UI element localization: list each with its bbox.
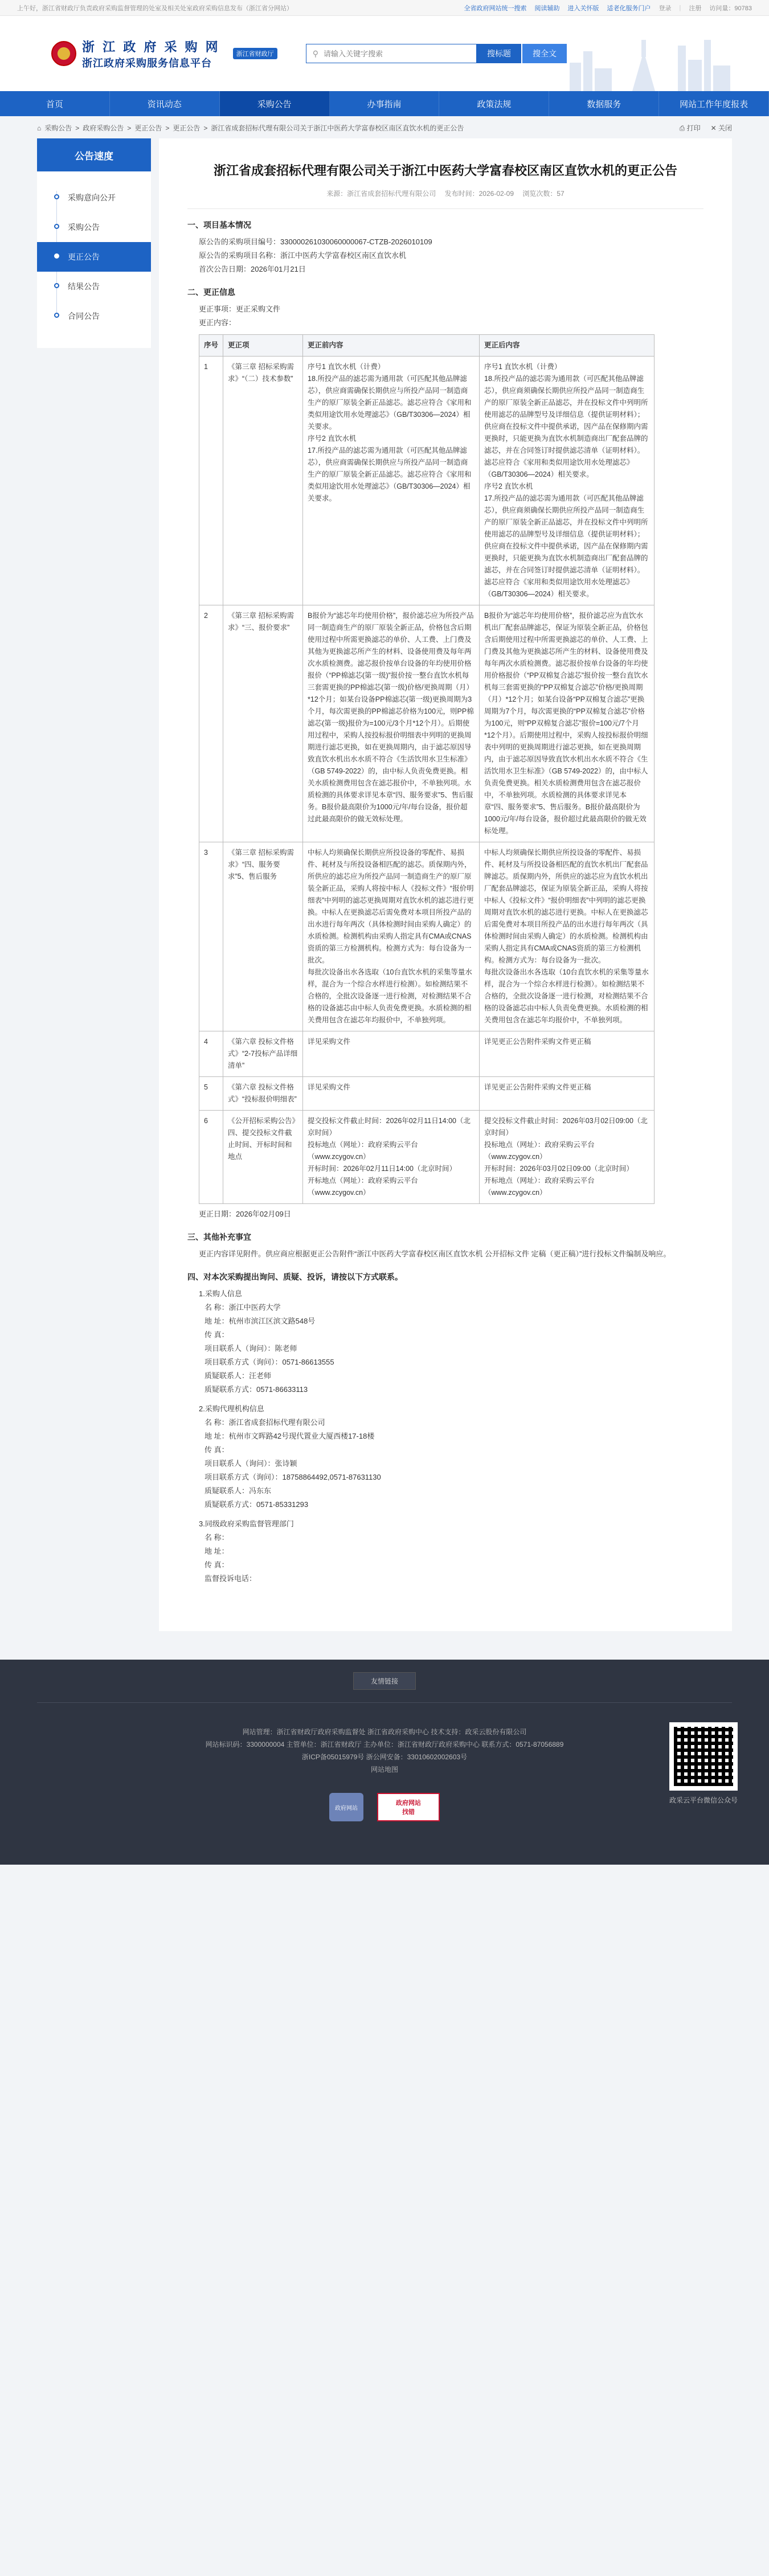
row-number: 5	[199, 1077, 223, 1111]
nav-policy[interactable]: 政策法规	[439, 91, 549, 116]
search-icon: ⚲	[312, 48, 318, 58]
article-views: 浏览次数：57	[522, 190, 565, 198]
home-icon: ⌂	[37, 124, 42, 132]
nav-home[interactable]: 首页	[0, 91, 110, 116]
breadcrumb-separator: >	[203, 124, 208, 132]
row-number: 1	[199, 357, 223, 605]
search-bar	[300, 44, 567, 63]
sidebar-item-result[interactable]	[52, 272, 151, 301]
project-number: 原公告的采购项目编号：330000261030060000067-CTZB-2026010109	[199, 237, 432, 246]
section-correction-info	[187, 286, 703, 1221]
top-bar	[0, 0, 769, 16]
row-after: 详见更正公告附件采购文件更正稿	[480, 1077, 655, 1111]
contact-line: 项目联系方式（询问）：0571-86613555	[204, 1358, 334, 1366]
breadcrumb-separator: >	[75, 124, 80, 132]
section-basic-info	[187, 219, 703, 276]
contact-line: 传 真：	[204, 1445, 229, 1454]
row-after: 中标人均须确保长期供应所投设备的零配件、易损件、耗材及与所投设备相匹配的直饮水机出厂配套品牌滤芯。质保期内外，所供应的滤芯应为直饮水机出厂配套品牌滤芯，保证为原装全新正品，采购人将按中标人《投标文件》“报价明细表”中列明的滤芯更换周期对直饮水机的滤芯进行更换。中标人在更换滤芯后需免费对本项目所投产品的出水进行每年两次（具体检测时间由采购人确定）的水质检测。检测机构由采购人指定具有CMA或CNAS资质的第三方检测机构。检测方式为：每台设备为一批次。 每批次设备出水各选取（10台直饮水机的采集等量水样，混合为一个综合水样进行检测）。如检测结果不合格的，全批次设备逐一进行检测，对检测结果不合格的设备滤芯由中标人负责免费更换。水质检测的相关费用包含在滤芯年均报价中，不单独列项。	[480, 842, 655, 1031]
supplementary-text: 更正内容详见附件。供应商应根据更正公告附件“浙江中医药大学富春校区南区直饮水机 公开招标文件 定稿（更正稿）”进行投标文件编制及响应。	[199, 1250, 671, 1258]
article	[159, 138, 732, 1631]
row-number: 3	[199, 842, 223, 1031]
row-before: 提交投标文件截止时间：2026年02月11日14:00（北京时间） 投标地点（网址）：政府采购云平台（www.zcygov.cn） 开标时间：2026年02月11日14:00（北京时间） 开标地点（网址）：政府采购云平台（www.zcygov.cn）	[303, 1111, 480, 1204]
row-number: 4	[199, 1031, 223, 1077]
row-item: 《第六章 投标文件格式》“投标报价明细表”	[223, 1077, 303, 1111]
supervisor-info	[187, 1531, 703, 1586]
section-heading: 一、项目基本情况	[187, 220, 251, 230]
row-after: 序号1 直饮水机（计费） 18.所投产品的滤芯需为通用款（可匹配其他品牌滤芯），供应商须确保长期供应所投产品同一制造商生产的原厂原装全新正品滤芯，并在投标文件中列明所使用滤芯的品牌型号及详细信息（提供证明材料）；供应商在投标文件中提供承诺，因产品在保修期内需更换时，只能更换为直饮水机制造商出厂配套品牌的滤芯，并在合同签订时提供滤芯清单（证明材料）。滤芯应符合《家用和类似用途饮用水处理滤芯》（GB/T30306—2024）相关要求。 序号2 直饮水机 17.所投产品的滤芯需为通用款（可匹配其他品牌滤芯），供应商须确保长期供应所投产品同一制造商生产的原厂原装全新正品滤芯，并在投标文件中列明所使用滤芯的品牌型号及详细信息（提供证明材料）；供应商在投标文件中提供承诺，因产品在保修期内需更换时，只能更换为直饮水机制造商出厂配套品牌的滤芯，并在合同签订时提供滤芯清单（证明材料）。滤芯应符合《家用和类似用途饮用水处理滤芯》（GB/T30306—2024）相关要求。	[480, 357, 655, 605]
column-header: 更正项	[223, 335, 303, 357]
table-row	[199, 357, 655, 605]
section-supplementary	[187, 1231, 703, 1261]
site-title: 浙 江 政 府 采 购 网	[82, 39, 220, 54]
article-source: 来源：浙江省成套招标代理有限公司	[326, 190, 436, 198]
table-row	[199, 842, 655, 1031]
row-after: B报价为“滤芯年均使用价格”，报价滤芯应为直饮水机出厂配套品牌滤芯，保证为原装全新正品，价格包含后期使用过程中所需更换滤芯的单价、人工费、上门费及其他为更换滤芯所产生的材料、设备使用费及每年两次水质检测费。滤芯报价按单台设备的年均使用价格报价（“PP双棉复合滤芯”报价按一整台直饮水机每三套需更换的“PP双棉复合滤芯”价格/更换周期（月）*12个月；如某台设备“PP双棉复合滤芯”更换周期为7个月，每次需更换的“PP双棉复合滤芯”价格为100元，则“PP双棉复合滤芯”报价=100元/7个月*12个月）。后期使用过程中，采购人按投标报价明细表中列明的更换周期进行滤芯更换，如在更换周期内，由于滤芯原因导致直饮水机出水水质不符合《生活饮用水卫生标准》（GB 5749-2022）的，由中标人负责免费更换。相关水质检测费用包含在滤芯报价中，不单独列项。水质检测的具体要求详见本章“四、服务要求”5、售后服务。B报价最高限价为1000元/年/每台设备，报价超过此最高限价的做无效标处理。	[480, 605, 655, 842]
contact-line: 项目联系人（询问）：陈老师	[204, 1344, 297, 1353]
footer-line[interactable]: 浙ICP备05015979号 浙公网安备：33010602002603号	[301, 1753, 468, 1761]
footer-line: 网站管理：浙江省财政厅政府采购监督处 浙江省政府采购中心 技术支持：政采云股份有限公司	[242, 1728, 527, 1736]
sidebar-item-label: 采购意向公开	[68, 193, 116, 202]
top-links	[464, 3, 752, 13]
qr-caption: 政采云平台微信公众号	[669, 1796, 738, 1804]
row-after: 提交投标文件截止时间：2026年03月02日09:00（北京时间） 投标地点（网址）：政府采购云平台（www.zcygov.cn） 开标时间：2026年03月02日09:00（北京时间） 开标地点（网址）：政府采购云平台（www.zcygov.cn）	[480, 1111, 655, 1204]
sidebar-item-correction[interactable]	[37, 242, 151, 272]
contact-line: 质疑联系方式：0571-86633113	[204, 1385, 308, 1394]
contact-line: 名 称：	[204, 1533, 229, 1542]
site-error-report-badge[interactable]	[377, 1793, 440, 1821]
table-row	[199, 1077, 655, 1111]
error-badge-label: 政府网站	[396, 1800, 421, 1807]
agency-info	[187, 1416, 703, 1512]
site-subtitle: 浙江政府采购服务信息平台	[82, 57, 212, 69]
sidebar-item-label: 合同公告	[68, 312, 100, 321]
contact-line: 项目联系人（询问）：张诗颖	[204, 1459, 297, 1468]
register-link[interactable]: 注册	[689, 5, 702, 12]
article-meta	[187, 189, 703, 209]
site-header	[0, 16, 769, 91]
sidebar-item-label: 结果公告	[68, 282, 100, 291]
wechat-qr	[666, 1722, 741, 1805]
contact-line: 名 称：浙江中医药大学	[204, 1303, 281, 1312]
error-badge-label: 找错	[402, 1809, 415, 1816]
project-name: 原公告的采购项目名称：浙江中医药大学富春校区南区直饮水机	[199, 251, 407, 260]
divider: |	[679, 4, 681, 11]
sidebar-item-label: 更正公告	[68, 252, 100, 261]
main-area	[37, 138, 732, 1631]
row-item: 《第三章 招标采购需求》“四、服务要求”5、售后服务	[223, 842, 303, 1031]
nav-annual-report[interactable]: 网站工作年度报表	[659, 91, 769, 116]
login-link[interactable]: 登录	[658, 5, 672, 12]
section-heading: 二、更正信息	[187, 288, 235, 297]
sidebar-list	[37, 171, 151, 348]
breadcrumb-current: 浙江省成套招标代理有限公司关于浙江中医药大学富春校区南区直饮水机的更正公告	[211, 124, 464, 132]
sidebar-item-label: 采购公告	[68, 223, 100, 232]
friend-links-button[interactable]: 友情链接	[353, 1672, 416, 1690]
purchaser-info	[187, 1301, 703, 1396]
main-nav	[0, 91, 769, 116]
search-fulltext-button[interactable]: 搜全文	[522, 44, 567, 63]
contact-line: 地 址：杭州市文晖路42号现代置业大厦西楼17-18楼	[204, 1432, 375, 1440]
sidebar-item-contract[interactable]	[52, 301, 151, 331]
timeline-dot-icon	[54, 253, 59, 259]
column-header: 序号	[199, 335, 223, 357]
elderly-service-link[interactable]: 适老化服务门户	[607, 5, 651, 12]
article-title: 浙江省成套招标代理有限公司关于浙江中医药大学富春校区南区直饮水机的更正公告	[213, 163, 677, 178]
contact-line: 地 址：杭州市滨江区滨文路548号	[204, 1317, 316, 1325]
printer-icon: ⎙	[679, 124, 685, 132]
sidebar-item-intent[interactable]	[52, 183, 151, 212]
nav-procurement-notice[interactable]: 采购公告	[220, 91, 330, 116]
search-input[interactable]	[306, 44, 477, 63]
row-before: 详见采购文件	[303, 1031, 480, 1077]
timeline-dot-icon	[54, 313, 59, 318]
friend-links	[0, 1660, 769, 1690]
contact-line: 传 真：	[204, 1561, 229, 1569]
footer-line: 网站标识码：3300000004 主管单位：浙江省财政厅 主办单位：浙江省财政厅政府采购中心 联系方式：0571-87056889	[205, 1740, 564, 1748]
qr-code-icon	[669, 1722, 738, 1791]
column-header: 更正前内容	[303, 335, 480, 357]
table-row	[199, 1031, 655, 1077]
first-notice-date: 首次公告日期：2026年01月21日	[199, 265, 306, 273]
correction-matter: 更正事项：更正采购文件	[199, 305, 281, 313]
correction-content-label: 更正内容：	[199, 318, 236, 327]
row-before: 序号1 直饮水机（计费） 18.所投产品的滤芯需为通用款（可匹配其他品牌滤芯），供应商需确保长期供应与所投产品同一制造商生产的原厂原装全新正品滤芯。滤芯应符合《家用和类似用途饮用水处理滤芯》（GB/T30306—2024）相关要求。 序号2 直饮水机 17.所投产品的滤芯需为通用款（可匹配其他品牌滤芯），供应商需确保长期供应与所投产品同一制造商生产的原厂原装全新正品滤芯。滤芯应符合《家用和类似用途饮用水处理滤芯》（GB/T30306—2024）相关要求。	[303, 357, 480, 605]
timeline-dot-icon	[54, 283, 59, 288]
nav-data-service[interactable]: 数据服务	[549, 91, 659, 116]
contact-line: 质疑联系方式：0571-85331293	[204, 1500, 309, 1509]
close-button[interactable]	[711, 123, 732, 133]
row-item: 《第三章 招标采购需求》“三、报价要求”	[223, 605, 303, 842]
correction-date: 更正日期：2026年02月09日	[199, 1210, 291, 1218]
section-contacts	[187, 1271, 703, 1586]
breadcrumb-item[interactable]: 政府采购公告	[83, 124, 124, 132]
breadcrumb	[37, 123, 464, 133]
site-logo[interactable]	[51, 38, 277, 70]
site-search-link[interactable]: 全省政府网站统一搜索	[464, 5, 527, 12]
breadcrumb-row	[37, 123, 732, 133]
top-notice: 上午好，浙江省财政厅负责政府采购监督管理的处室及相关处室政府采购信息发布（浙江省分网站）	[17, 5, 293, 12]
contact-group-title: 2.采购代理机构信息	[199, 1404, 264, 1413]
contact-line: 传 真：	[204, 1330, 229, 1339]
site-badge: 浙江省财政厅	[233, 48, 277, 59]
timeline-dot-icon	[54, 224, 59, 229]
breadcrumb-item[interactable]: 更正公告	[173, 124, 201, 132]
site-footer	[0, 1660, 769, 1865]
reading-aid-link[interactable]: 阅读辅助	[534, 5, 560, 12]
city-skyline-illustration	[564, 28, 746, 91]
row-before: 详见采购文件	[303, 1077, 480, 1111]
contact-line: 名 称：浙江省成套招标代理有限公司	[204, 1418, 325, 1427]
table-row	[199, 1111, 655, 1204]
footer-info	[0, 1726, 769, 1776]
article-date: 发布时间：2026-02-09	[444, 190, 514, 198]
timeline-dot-icon	[54, 194, 59, 199]
correction-table	[199, 334, 655, 1204]
visit-count: 访问量：90783	[709, 5, 752, 12]
print-button[interactable]	[680, 123, 701, 133]
nav-news[interactable]: 资讯动态	[110, 91, 220, 116]
breadcrumb-separator: >	[165, 124, 170, 132]
close-icon: ✕	[710, 124, 717, 132]
national-emblem-icon	[51, 41, 76, 66]
care-mode-link[interactable]: 进入关怀版	[567, 5, 599, 12]
row-number: 2	[199, 605, 223, 842]
table-row	[199, 605, 655, 842]
section-heading: 四、对本次采购提出询问、质疑、投诉，请按以下方式联系。	[187, 1272, 403, 1281]
contact-line: 质疑联系人：汪老师	[204, 1371, 272, 1380]
section-heading: 三、其他补充事宜	[187, 1232, 251, 1242]
sidebar-item-procurement[interactable]	[52, 212, 151, 242]
divider	[37, 1702, 732, 1703]
contact-group-title: 1.采购人信息	[199, 1289, 242, 1298]
column-header: 更正后内容	[480, 335, 655, 357]
row-after: 详见更正公告附件采购文件更正稿	[480, 1031, 655, 1077]
breadcrumb-item[interactable]: 采购公告	[44, 124, 72, 132]
search-title-button[interactable]: 搜标题	[477, 44, 521, 63]
row-item: 《第三章 招标采购需求》“（二）技术参数”	[223, 357, 303, 605]
print-label: 打印	[686, 124, 701, 132]
page-tools	[680, 123, 732, 133]
row-before: B报价为“滤芯年均使用价格”，报价滤芯应为所投产品同一制造商生产的原厂原装全新正品，价格包含后期使用过程中所需更换滤芯的单价、人工费、上门费及其他为更换滤芯所产生的材料、设备使用费及每年两次水质检测费。滤芯报价按单台设备的年均使用价格报价（“PP棉滤芯(第一级)”报价按一整台直饮水机每三套需更换的PP棉滤芯(第一级)价格/更换周期（月）*12个月；如某台设备PP棉滤芯(第一级)更换周期为3个月，每次需更换的PP棉滤芯价格为100元，则PP棉滤芯(第一级)报价为=100元/3个月*12个月）。后期使用过程中，采购人按投标报价明细表中列明的更换周期进行滤芯更换，如在更换周期内，由于滤芯原因导致直饮水机出水水质不符合《生活饮用水卫生标准》（GB 5749-2022）的，由中标人负责免费更换。相关水质检测费用包含在滤芯报价中，不单独列项。水质检测的具体要求详见本章“四、服务要求”5、售后服务。B报价最高限价为1000元/年/每台设备，报价超过此最高限价的做无效标处理。	[303, 605, 480, 842]
contact-group-title: 3.同级政府采购监督管理部门	[199, 1520, 294, 1528]
contact-line: 质疑联系人：冯东东	[204, 1486, 272, 1495]
close-label: 关闭	[718, 124, 732, 132]
nav-guide[interactable]: 办事指南	[330, 91, 440, 116]
breadcrumb-separator: >	[127, 124, 132, 132]
contact-line: 项目联系方式（询问）：18758864492,0571-87631130	[204, 1473, 381, 1481]
row-before: 中标人均须确保长期供应所投设备的零配件、易损件、耗材及与所投设备相匹配的滤芯。质保期内外，所供应的滤芯应为所投产品同一制造商生产的原厂原装全新正品，采购人将按中标人《投标文件》“报价明细表”中列明的滤芯更换周期对直饮水机的滤芯进行更换。中标人在更换滤芯后需免费对本项目所投产品的出水进行每年两次（具体检测时间由采购人确定）的水质检测。检测机构由采购人指定具有CMA或CNAS资质的第三方检测机构。检测方式为：每台设备为一批次。 每批次设备出水各选取（10台直饮水机的采集等量水样，混合为一个综合水样进行检测）。如检测结果不合格的，全批次设备逐一进行检测，对检测结果不合格的设备滤芯由中标人负责免费更换。水质检测的相关费用包含在滤芯年均报价中，不单独列项。	[303, 842, 480, 1031]
gov-site-badge-icon[interactable]: 政府网站	[329, 1793, 363, 1821]
sidebar-title: 公告速度	[37, 138, 151, 171]
row-item: 《公开招标采购公告》四、提交投标文件截止时间、开标时间和地点	[223, 1111, 303, 1204]
row-item: 《第六章 投标文件格式》“2-7投标产品详细清单”	[223, 1031, 303, 1077]
breadcrumb-item[interactable]: 更正公告	[134, 124, 162, 132]
row-number: 6	[199, 1111, 223, 1204]
sidebar	[37, 138, 151, 348]
table-header-row	[199, 335, 655, 357]
contact-line: 地 址：	[204, 1547, 229, 1555]
footer-badges	[0, 1793, 769, 1821]
contact-line: 监督投诉电话：	[204, 1574, 257, 1583]
sitemap-link[interactable]: 网站地图	[370, 1766, 398, 1774]
